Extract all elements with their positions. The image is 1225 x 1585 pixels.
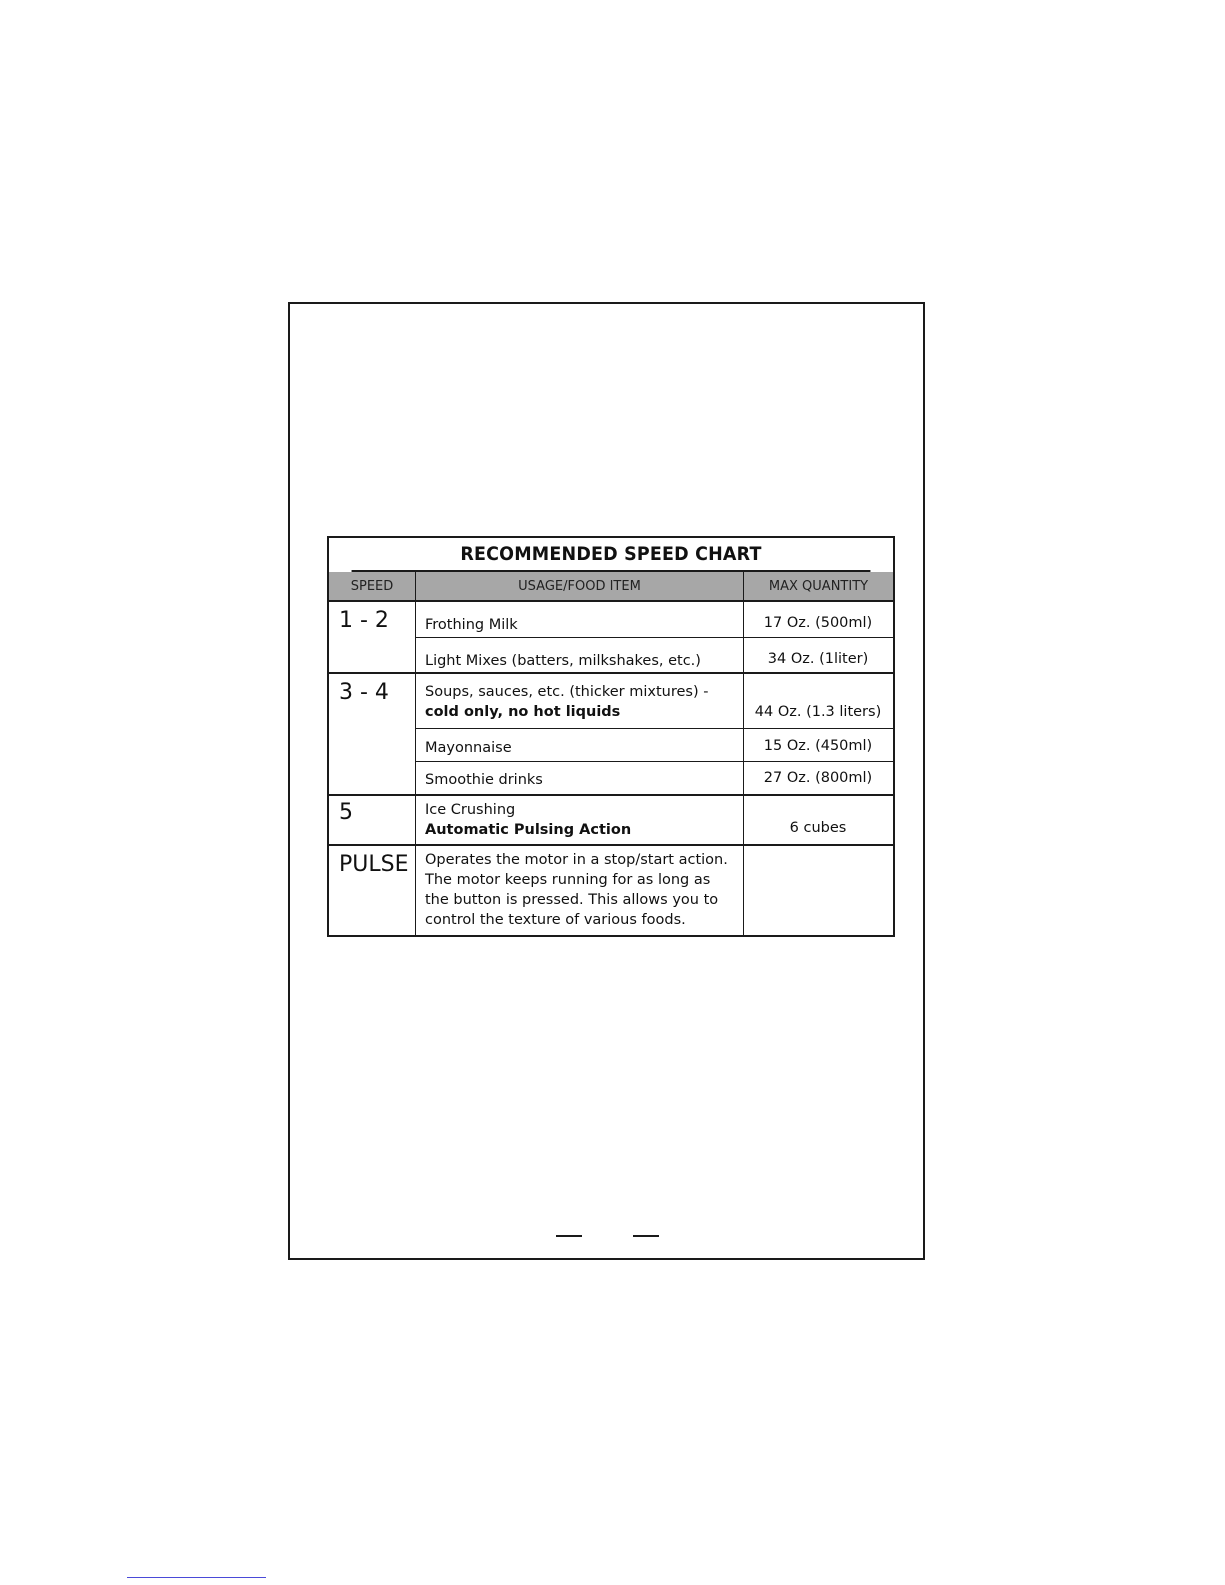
usage-soups-warning-bold: cold only, no hot liquids [425,704,621,720]
quantity-soups-sauces: 44 Oz. (1.3 liters) [754,704,882,720]
usage-soups-warning [425,702,708,722]
table-header-row [329,572,893,602]
grid-line [415,728,893,729]
quantity-light-mixes: 34 Oz. (1liter) [767,651,869,667]
usage-pulse-line: the button is pressed. This allows you to [425,892,719,908]
grid-line [415,572,416,935]
grid-line [329,672,893,674]
header-speed: SPEED [350,578,394,594]
grid-line [415,637,893,638]
header-usage: USAGE/FOOD ITEM [518,578,641,594]
quantity-ice-crushing: 6 cubes [789,820,847,836]
header-quantity: MAX QUANTITY [768,578,869,594]
footer-link-underline[interactable] [127,1577,266,1578]
page-number-mark-left [556,1235,582,1237]
chart-title: RECOMMENDED SPEED CHART [352,538,871,572]
grid-line [329,794,893,796]
usage-pulse-line: control the texture of various foods. [425,912,686,928]
usage-frothing-milk: Frothing Milk [425,617,518,633]
page-number-mark-right [633,1235,659,1237]
quantity-frothing-milk: 17 Oz. (500ml) [763,615,873,631]
usage-mayonnaise: Mayonnaise [425,740,512,756]
usage-ice-action [425,820,631,840]
grid-line [415,761,893,762]
usage-pulse [425,850,728,930]
usage-soups-line: Soups, sauces, etc. (thicker mixtures) - [425,684,709,700]
speed-label-5: 5 [339,800,353,825]
grid-line [329,844,893,846]
usage-ice-action-bold: Automatic Pulsing Action [425,822,632,838]
quantity-smoothie: 27 Oz. (800ml) [763,770,873,786]
usage-light-mixes: Light Mixes (batters, milkshakes, etc.) [425,653,701,669]
usage-soups-sauces [425,682,708,722]
usage-smoothie: Smoothie drinks [425,772,543,788]
usage-pulse-line: The motor keeps running for as long as [425,872,711,888]
usage-ice-line: Ice Crushing [425,802,516,818]
speed-label-pulse: PULSE [339,852,409,877]
usage-ice-crushing [425,800,631,840]
speed-chart-table [327,536,895,937]
speed-label-3-4: 3 - 4 [339,680,389,705]
speed-label-1-2: 1 - 2 [339,608,389,633]
quantity-mayonnaise: 15 Oz. (450ml) [763,738,873,754]
usage-pulse-line: Operates the motor in a stop/start action. [425,852,728,868]
